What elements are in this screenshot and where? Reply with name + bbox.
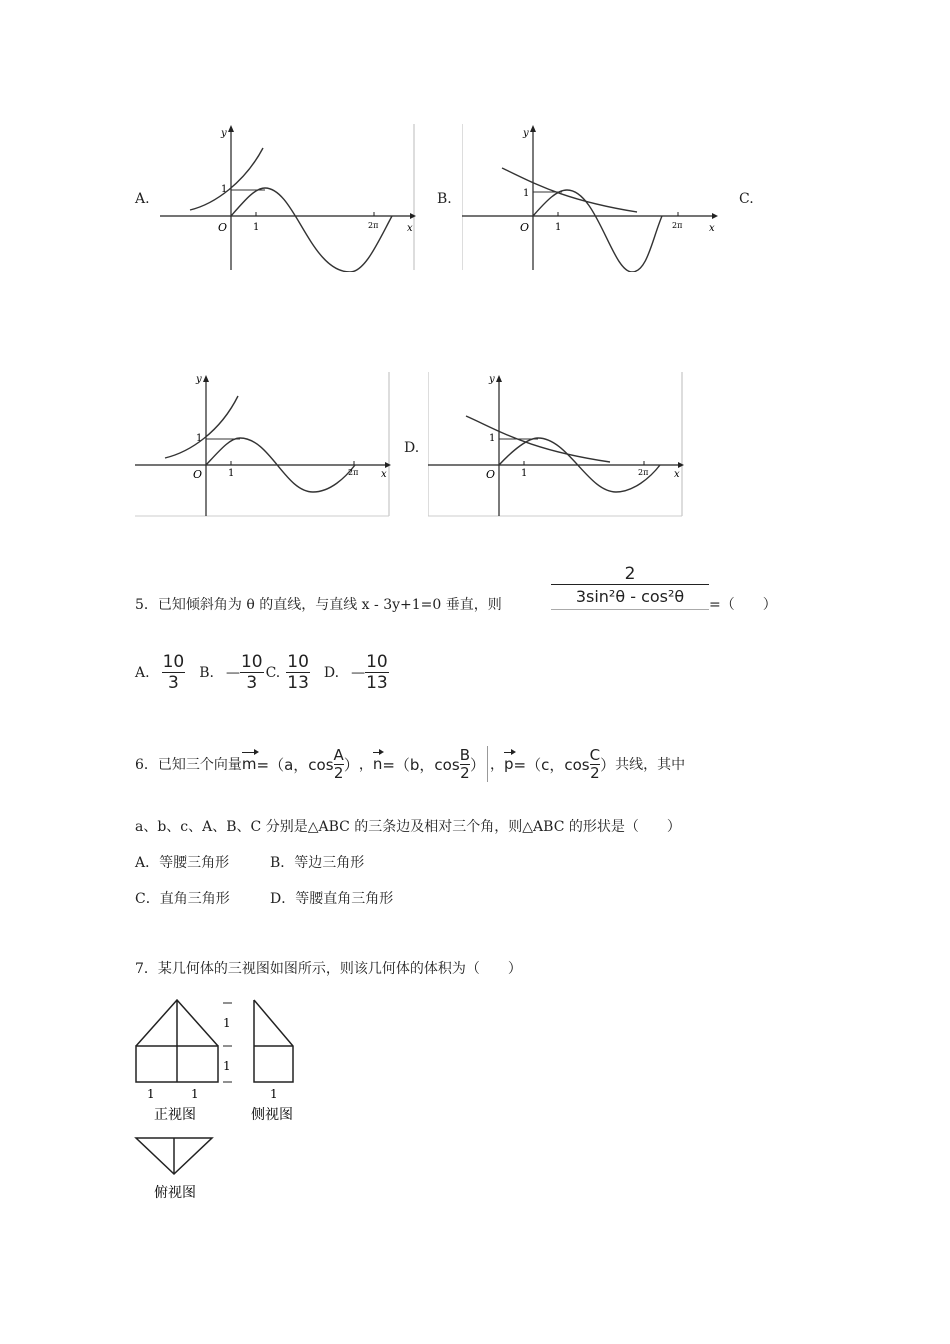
q5-answer-blank: =（ ） (709, 597, 777, 613)
option-a-label: A. (135, 191, 150, 207)
q5-stem: 5．已知倾斜角为 θ 的直线，与直线 x - 3y+1=0 垂直，则 (135, 597, 502, 613)
origin-label: O (486, 468, 496, 481)
y-axis-label: y (523, 128, 529, 139)
x-tick-one: 1 (228, 468, 235, 479)
q5-fraction-numerator: 2 (624, 564, 636, 584)
x-axis-label: x (709, 223, 715, 234)
separator-comma: ， (490, 757, 504, 773)
two-pi-label: 2π (348, 468, 359, 477)
option-b-label: B. (437, 191, 452, 207)
q5-option-d-fraction (365, 652, 389, 693)
numerator: C (589, 745, 601, 764)
numerator: B (459, 745, 470, 764)
q5-option-b-fraction (240, 652, 264, 693)
vector-p-close: ） (600, 755, 616, 774)
origin-label: O (218, 221, 228, 234)
vector-m-close: ） (343, 755, 359, 774)
two-pi-label: 2π (638, 468, 649, 477)
q5-fraction (551, 564, 709, 610)
denominator: 2 (590, 763, 600, 782)
graph-option-d (428, 370, 684, 518)
q5-fraction-denominator: 3sin²θ - cos²θ (551, 584, 709, 609)
top-view (136, 1138, 212, 1201)
x-axis-label: x (407, 223, 413, 234)
q6-suffix: 共线，其中 (615, 757, 686, 773)
separator-comma: ， (358, 757, 373, 773)
origin-label: O (520, 221, 530, 234)
denominator: 13 (366, 673, 388, 693)
vector-n-angle-fraction (460, 747, 470, 782)
vector-n-close: ） (469, 755, 485, 774)
y-tick-one: 1 (196, 433, 203, 444)
denominator: 3 (162, 672, 186, 693)
graph-option-b (462, 122, 718, 272)
graph-option-c (135, 370, 391, 518)
q5-option-a-label: A. (135, 664, 150, 681)
front-view-label: 正视图 (154, 1107, 196, 1123)
y-tick-one: 1 (221, 184, 228, 195)
option-d-label: D. (404, 440, 420, 456)
two-pi-label: 2π (368, 221, 379, 230)
q5-option-b-sign: — (225, 664, 240, 681)
vector-m-eq: =（a，cos (256, 755, 334, 774)
vector-m: m (241, 755, 257, 773)
graph-option-a (160, 122, 416, 272)
q5-option-c-fraction (286, 652, 310, 693)
y-axis-label: y (196, 374, 202, 385)
q6-option-d: D．等腰直角三角形 (270, 891, 394, 907)
denominator: 2 (333, 763, 344, 782)
numerator: A (333, 745, 344, 764)
x-tick-one: 1 (555, 222, 562, 233)
numerator: 10 (287, 652, 309, 672)
numerator: 10 (162, 652, 185, 672)
q6-option-c: C．直角三角形 (135, 891, 230, 907)
q5-option-a-fraction (162, 652, 186, 693)
divider (487, 746, 488, 782)
y-axis-label: y (221, 128, 227, 139)
x-tick-one: 1 (253, 222, 260, 233)
y-tick-one: 1 (523, 188, 530, 199)
q5-option-b-label: B. (199, 664, 214, 681)
numerator: 10 (366, 652, 388, 672)
vector-p-angle-fraction (590, 747, 600, 782)
option-c-label: C. (739, 191, 754, 207)
side-view (251, 1000, 293, 1123)
denominator: 3 (240, 672, 264, 693)
y-tick-one: 1 (489, 433, 496, 444)
q6-prefix: 6．已知三个向量 (135, 757, 242, 773)
vector-n-eq: =（b，cos (382, 755, 460, 774)
dim-label: 1 (147, 1087, 155, 1101)
three-view-figure (134, 998, 304, 1204)
q6-stem (135, 746, 685, 782)
dim-label: 1 (270, 1087, 278, 1101)
vector-m-angle-fraction (334, 747, 344, 782)
denominator: 13 (287, 673, 309, 693)
dim-label: 1 (223, 1016, 231, 1030)
q5-option-d-label: D. (323, 664, 340, 681)
front-view (136, 1000, 232, 1123)
vector-p: p (504, 755, 514, 773)
q5-option-c-label: C. (265, 664, 281, 681)
dim-label: 1 (223, 1059, 231, 1073)
vector-p-eq: =（c，cos (513, 755, 590, 774)
x-axis-label: x (674, 469, 680, 480)
q5-options (135, 652, 389, 693)
q5-option-d-sign: — (351, 664, 366, 681)
q6-option-a: A．等腰三角形 (135, 855, 230, 871)
two-pi-label: 2π (672, 221, 683, 230)
side-view-label: 侧视图 (251, 1107, 293, 1123)
vector-n: n (372, 755, 383, 773)
dim-label: 1 (191, 1087, 199, 1101)
top-view-label: 俯视图 (154, 1185, 196, 1201)
origin-label: O (193, 468, 203, 481)
q6-option-b: B．等边三角形 (270, 855, 365, 871)
y-axis-label: y (489, 374, 495, 385)
q7-stem: 7．某几何体的三视图如图所示，则该几何体的体积为（ ） (135, 961, 522, 977)
denominator: 2 (460, 763, 470, 782)
numerator: 10 (240, 652, 263, 672)
x-axis-label: x (381, 469, 387, 480)
x-tick-one: 1 (521, 468, 528, 479)
q6-line2: a、b、c、A、B、C 分别是△ABC 的三条边及相对三个角，则△ABC 的形状是（ ） (135, 819, 681, 835)
